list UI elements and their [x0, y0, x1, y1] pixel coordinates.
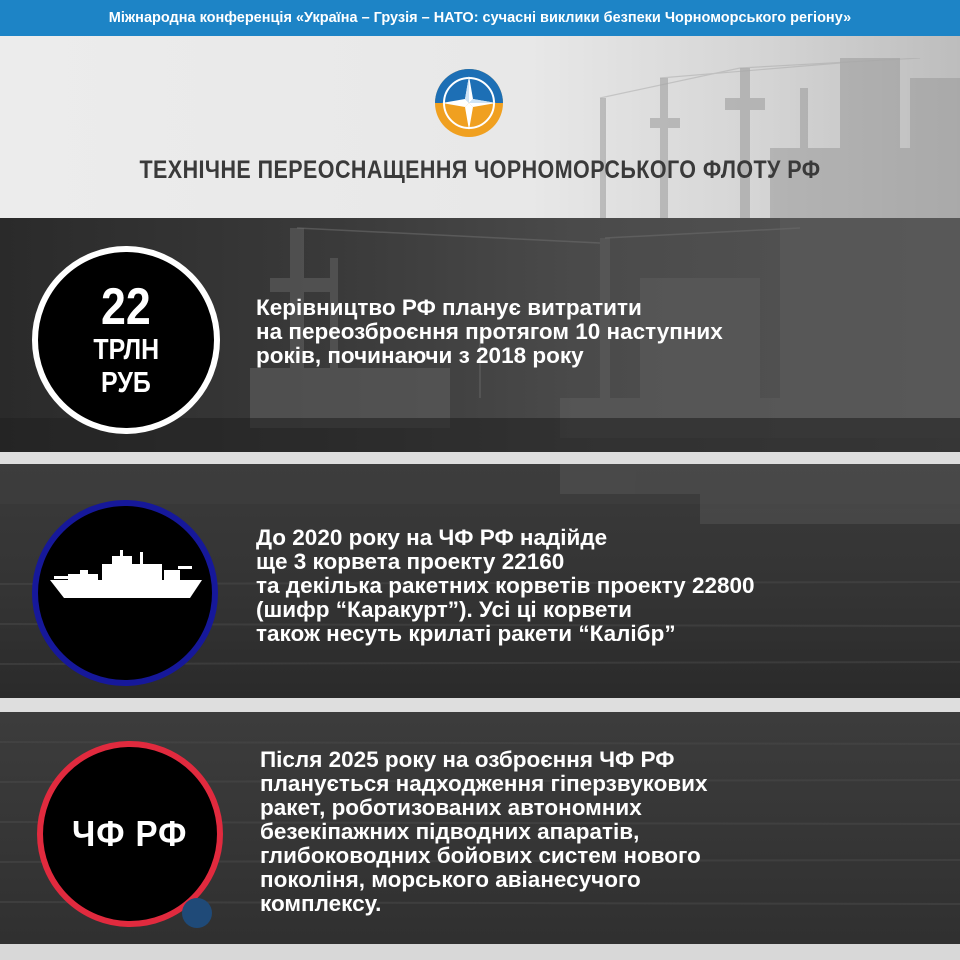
banner-text: Міжнародна конференція «Україна – Грузія – НАТО: сучасні виклики безпеки Чорноморського регіону»	[108, 10, 852, 26]
budget-circle	[32, 246, 220, 434]
decorative-dot	[182, 898, 212, 928]
info-panel-corvettes	[0, 464, 960, 698]
budget-unit-rubles: РУБ	[101, 367, 151, 399]
corvette-circle	[32, 500, 218, 686]
bottom-strip	[0, 944, 960, 960]
page-title: ТЕХНІЧНЕ ПЕРЕОСНАЩЕННЯ ЧОРНОМОРСЬКОГО ФЛОТУ РФ	[139, 156, 821, 184]
budget-description: Керівництво РФ планує витратити на переозброєння протягом 10 наступних років, починаючи з 2018 року	[256, 295, 723, 368]
conference-banner	[0, 0, 960, 36]
info-panel-future-weapons	[0, 712, 960, 944]
info-panel-budget	[0, 218, 960, 452]
corvettes-description: До 2020 року на ЧФ РФ надійде ще 3 корвета проекту 22160 та декілька ракетних корветів проекту 22800 (шифр “Каракурт”). Усі ці корвети також несуть крилаті ракети “Калібр”	[256, 525, 755, 646]
background-ship-silhouette	[540, 58, 960, 218]
divider	[0, 452, 960, 464]
fleet-abbreviation: ЧФ РФ	[72, 813, 188, 854]
future-weapons-description: Після 2025 року на озброєння ЧФ РФ планується надходження гіперзвукових ракет, роботизованих автономних безекіпажних підводних апаратів, глибоководних бойових систем нового поколіня, морського авіанесучого комплексу.	[260, 747, 708, 916]
budget-unit-trillion: ТРЛН	[93, 334, 159, 366]
budget-amount: 22	[101, 278, 151, 336]
divider	[0, 698, 960, 712]
header	[0, 36, 960, 218]
warship-icon	[50, 550, 202, 600]
nato-star-logo-icon	[434, 68, 504, 138]
